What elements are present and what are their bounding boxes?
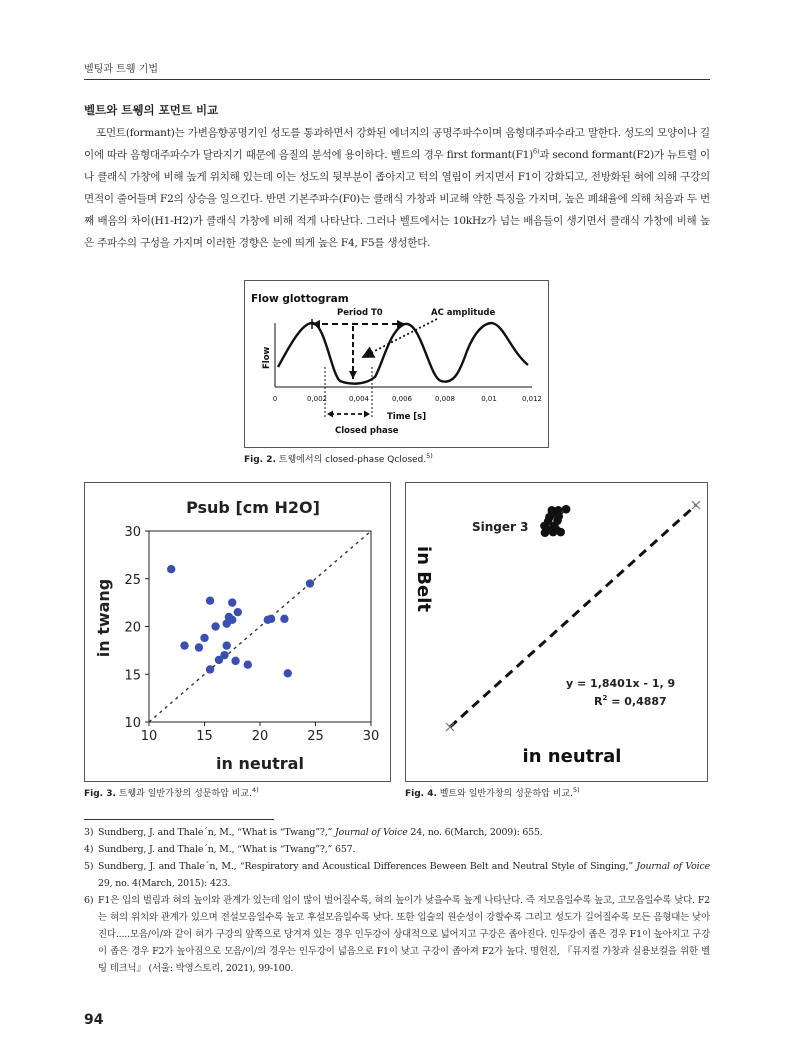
- body-paragraph: [84, 122, 710, 254]
- footnote-ref-6[interactable]: 6): [533, 147, 540, 156]
- fig3-plot-area: [124, 525, 379, 744]
- fig3-x-tick-label: 10: [140, 729, 158, 744]
- fig3-data-point: [231, 657, 239, 665]
- fig3-identity-line: [149, 531, 371, 722]
- body-text-part-a: 포먼트(formant)는 가변음향공명기인 성도를 통과하면서 강화된 에너지의 공명주파수이며 음형대주파수라고 말한다. 성도의 모양이나 길이에 따라 음형대주파수가 달라지기 때문에 음질의 분석에 용이하다. 벨트의 경우 first formant(F1): [84, 127, 710, 161]
- fig3-data-point: [220, 651, 228, 659]
- footnote: [84, 841, 710, 858]
- body-text-part-b: 과 second formant(F2)가 뉴트럴 이나 클래식 가창에 비해 높게 위치해 있는데 이는 성도의 뒷부분이 좁아지고 턱의 열림이 커지면서 F1이 강화되고, 전방화된 혀에 의해 구강의 면적이 줄어들며 F2의 상승을 일으킨다. 반면 기본주파수(F0)는 클래식 가창과 비교해 약한 특징을 가지며, 높은 폐쇄율에 의해 처음과 두 번째 배음의 차이(H1-H2)가 클래식 가창에 비해 적게 나타난다. 그러나 벨트에서는 10kHz가 넘는 배음들이 생기면서 클래식 가창에 비해 높은 주파수의 구성을 가지며 이러한 경향은 눈에 띄게 높은 F4, F5를 생성한다.: [84, 149, 710, 249]
- fig2-x-label: Time [s]: [387, 412, 427, 422]
- fig3-caption-label: Fig. 3.: [84, 789, 116, 799]
- fig4-equation: y = 1,8401x - 1, 9: [566, 677, 676, 690]
- fig2-x-tick: 0,004: [348, 395, 370, 403]
- running-head: 벨팅과 트웽 기법: [84, 64, 158, 75]
- fig4-caption-text: 벨트와 일반가창의 성문하압 비교.: [439, 789, 573, 799]
- fig3-chart: [85, 483, 392, 783]
- footnote-body-end: 29, no. 4(March, 2015): 423.: [98, 878, 231, 889]
- fig4-r2-value: = 0,4887: [607, 695, 667, 708]
- fig3-data-point: [200, 634, 208, 642]
- fig2-x-tick: 0: [272, 395, 278, 403]
- section-title: 벨트와 트웽의 포먼트 비교: [84, 103, 219, 117]
- fig3-y-label: in twang: [94, 578, 113, 658]
- fig3-caption-note[interactable]: 4): [251, 786, 259, 794]
- page-number: 94: [84, 1012, 104, 1028]
- footnote: [84, 824, 710, 841]
- footnote-journal: Journal of Voice: [636, 861, 710, 872]
- fig3-figure: [84, 482, 391, 782]
- fig4-singer-label: Singer 3: [472, 520, 529, 534]
- fig2-title: Flow glottogram: [251, 293, 349, 305]
- fig4-figure: [405, 482, 708, 782]
- fig2-ac-label: AC amplitude: [431, 308, 496, 318]
- fig3-data-point: [223, 641, 231, 649]
- footnote: [84, 858, 710, 892]
- footnotes: [84, 824, 710, 977]
- fig3-data-point: [167, 565, 175, 573]
- fig3-y-tick-label: 20: [124, 620, 141, 636]
- fig4-caption-label: Fig. 4.: [405, 789, 437, 799]
- fig4-chart: [406, 483, 709, 783]
- footnote-number: 6): [84, 895, 94, 906]
- fig2-caption: [244, 452, 433, 465]
- fig3-data-point: [228, 616, 236, 624]
- footnote-number: 4): [84, 844, 94, 855]
- footnote-rule: [84, 819, 274, 820]
- fig4-data-point: [562, 505, 571, 514]
- fig3-data-point: [206, 665, 214, 673]
- footnote-body: Sundberg, J. and Thale´n, M., “Respiratory and Acoustical Differences Beween Belt and Neutral Style of Singing,”: [98, 861, 637, 872]
- fig4-caption-note[interactable]: 5): [572, 786, 580, 794]
- fig2-closed-arrowhead-right: [364, 411, 370, 418]
- fig2-period-label: Period T0: [337, 308, 383, 318]
- fig4-origin-marker: [446, 723, 454, 731]
- fig2-y-label: Flow: [262, 346, 272, 369]
- fig3-data-point: [244, 661, 252, 669]
- footnote-text: Sundberg, J. and Thale´n, M., “What is “Twang”?,” 657.: [98, 844, 356, 855]
- footnote-text: [98, 824, 710, 841]
- footnote-number: 3): [84, 827, 94, 838]
- fig3-caption-text: 트웽과 일반가창의 성문하압 비교.: [118, 789, 252, 799]
- fig3-title: Psub [cm H2O]: [186, 498, 320, 517]
- fig3-data-point: [195, 643, 203, 651]
- fig4-r2-prefix: R: [594, 695, 603, 708]
- fig3-x-tick-label: 15: [196, 729, 213, 744]
- fig2-caption-text: 트웽에서의 closed-phase Qclosed.: [278, 455, 427, 465]
- footnote: [84, 892, 710, 977]
- fig2-caption-note[interactable]: 5): [426, 452, 433, 460]
- fig3-x-tick-label: 30: [362, 729, 380, 744]
- fig3-x-tick-label: 25: [307, 729, 324, 744]
- fig3-y-tick-label: 30: [124, 525, 141, 540]
- fig3-data-point: [234, 608, 242, 616]
- fig2-closed-phase-label: Closed phase: [335, 426, 399, 436]
- footnote-body-end: 24, no. 6(March, 2009): 655.: [407, 827, 543, 838]
- fig3-y-tick-label: 15: [124, 668, 141, 684]
- fig2-x-tick: 0,006: [391, 395, 413, 403]
- fig4-end-marker: [692, 501, 700, 509]
- fig2-flow-waveform: [278, 323, 528, 384]
- fig4-caption: [405, 786, 580, 799]
- fig2-x-ticks: [273, 395, 542, 403]
- fig3-data-point: [306, 579, 314, 587]
- fig2-x-tick: 0,008: [434, 395, 456, 403]
- footnote-number: 5): [84, 861, 94, 872]
- fig2-x-tick: 0,01: [481, 395, 497, 403]
- fig3-data-point: [211, 622, 219, 630]
- fig4-r2: [594, 694, 667, 708]
- fig2-x-tick: 0,012: [521, 395, 543, 403]
- fig4-data-point: [553, 508, 562, 517]
- fig2-amplitude-arrowhead: [349, 371, 357, 379]
- fig3-x-tick-label: 20: [251, 729, 269, 744]
- fig2-x-tick: 0,002: [306, 395, 328, 403]
- fig3-data-point: [206, 597, 214, 605]
- body-text: [84, 122, 710, 254]
- fig3-data-point: [284, 669, 292, 677]
- fig2-caption-label: Fig. 2.: [244, 455, 276, 465]
- fig2-closed-arrowhead-left: [327, 411, 333, 418]
- fig3-data-point: [267, 615, 275, 623]
- fig4-y-label: in Belt: [413, 546, 434, 612]
- fig3-data-point: [280, 615, 288, 623]
- fig3-x-label: in neutral: [216, 754, 304, 773]
- fig4-x-label: in neutral: [522, 746, 622, 767]
- footnote-journal: Journal of Voice: [335, 827, 408, 838]
- header-rule: [84, 79, 710, 80]
- footnote-text: [98, 858, 710, 892]
- fig2-plot: [245, 281, 550, 449]
- fig3-data-point: [228, 598, 236, 606]
- fig4-r2-exp: 2: [602, 694, 608, 702]
- fig4-identity-line: [450, 505, 696, 727]
- footnote-text: F1은 입의 벌림과 혀의 높이와 관계가 있는데 입이 많이 벌어질수록, 혀의 높이가 낮을수록 높게 나타난다. 즉 저모음일수록 높고, 고모음일수록 낮다. F2는 혀의 위치와 관계가 있으며 전설모음일수록 높고 후설모음일수록 낮다. 또한 입술의 원순성이 강할수록 그리고 성도가 길어질수록 모든 음형대는 낮아진다.....모음/이/와 같이 혀가 구강의 앞쪽으로 당겨져 있는 경우 인두강이 상대적으로 넓어지고 구강은 좁아진다. 인두강이 좁은 경우 F1이 높아지고 구강이 좁은 경우 F2가 높아짐으로 모음/이/의 경우는 인두강이 넓음으로 F1이 낮고 구강이 좁아져 F2가 높다. 명현진, 『뮤지컬 가창과 실용보컬을 위한 벨팅 테크닉』 (서울: 박영스토리, 2021), 99-100.: [98, 895, 710, 974]
- fig3-caption: [84, 786, 259, 799]
- footnote-body: Sundberg, J. and Thale´n, M., “What is “Twang”?,”: [98, 827, 336, 838]
- fig2-figure: [244, 280, 549, 448]
- fig3-y-tick-label: 25: [124, 572, 141, 588]
- fig2-period-arrowhead-left: [312, 320, 320, 328]
- fig3-data-point: [180, 641, 188, 649]
- fig3-y-tick-label: 10: [124, 716, 141, 731]
